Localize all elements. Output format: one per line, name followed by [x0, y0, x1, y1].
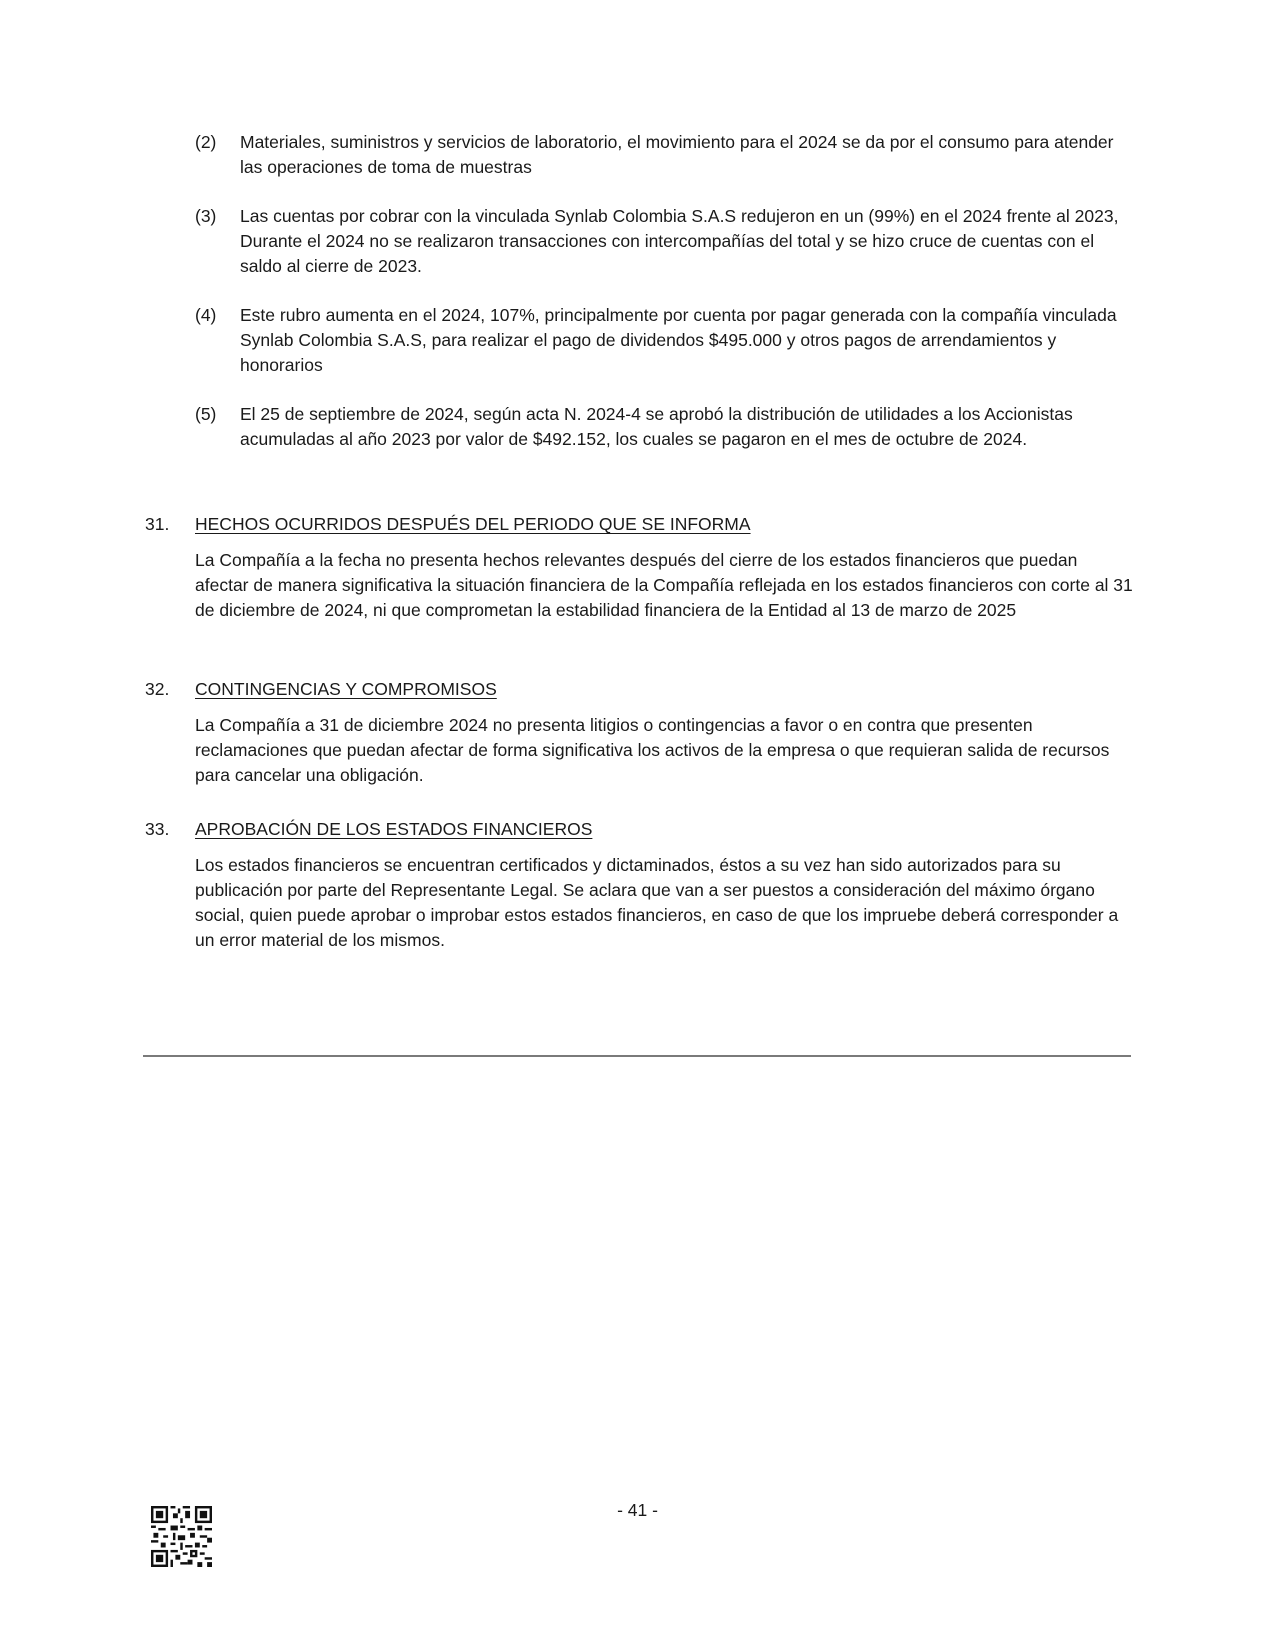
page-number: - 41 - [617, 1500, 658, 1520]
note-item [195, 204, 1135, 279]
section-32 [145, 677, 1135, 788]
section-33 [145, 817, 1135, 953]
note-text: El 25 de septiembre de 2024, según acta N. 2024-4 se aprobó la distribución de utilidades a los Accionistas acumuladas al año 2023 por valor de $492.152, los cuales se pagaron en el mes de octubre de 2024. [240, 404, 1073, 449]
section-number: 32. [145, 679, 170, 699]
note-item [195, 303, 1135, 378]
section-heading [145, 817, 1135, 842]
section-number: 31. [145, 514, 170, 534]
horizontal-rule [143, 1055, 1131, 1057]
section-title: CONTINGENCIAS Y COMPROMISOS [195, 679, 497, 699]
note-item [195, 402, 1135, 452]
note-number: (3) [195, 206, 217, 226]
note-number: (4) [195, 305, 217, 325]
section-31 [145, 512, 1135, 623]
section-body: Los estados financieros se encuentran certificados y dictaminados, éstos a su vez han sido autorizados para su publicación por parte del Representante Legal. Se aclara que van a ser puestos a consideración del máximo órgano social, quien puede aprobar o improbar estos estados financieros, en caso de que los impruebe deberá corresponder a un error material de los mismos. [195, 855, 1119, 950]
note-text: Las cuentas por cobrar con la vinculada Synlab Colombia S.A.S redujeron en un (99%) en el 2024 frente al 2023, Durante el 2024 no se realizaron transacciones con intercompañías del total y se hizo cruce de cuentas con el saldo al cierre de 2023. [240, 206, 1119, 276]
notes-list [195, 130, 1135, 476]
section-heading [145, 512, 1135, 537]
section-title: HECHOS OCURRIDOS DESPUÉS DEL PERIODO QUE SE INFORMA [195, 514, 751, 534]
section-title: APROBACIÓN DE LOS ESTADOS FINANCIEROS [195, 819, 593, 839]
note-number: (5) [195, 404, 217, 424]
note-item [195, 130, 1135, 180]
section-number: 33. [145, 819, 170, 839]
note-number: (2) [195, 132, 217, 152]
section-body: La Compañía a la fecha no presenta hechos relevantes después del cierre de los estados financieros que puedan afectar de manera significativa la situación financiera de la Compañía reflejada en los estados financieros con corte al 31 de diciembre de 2024, ni que comprometan la estabilidad financiera de la Entidad al 13 de marzo de 2025 [195, 550, 1133, 620]
section-heading [145, 677, 1135, 702]
section-body: La Compañía a 31 de diciembre 2024 no presenta litigios o contingencias a favor o en contra que presenten reclamaciones que puedan afectar de forma significativa los activos de la empresa o que requieran salida de recursos para cancelar una obligación. [195, 715, 1110, 785]
note-text: Este rubro aumenta en el 2024, 107%, principalmente por cuenta por pagar generada con la compañía vinculada Synlab Colombia S.A.S, para realizar el pago de dividendos $495.000 y otros pagos de arrendamientos y honorarios [240, 305, 1117, 375]
note-text: Materiales, suministros y servicios de laboratorio, el movimiento para el 2024 se da por el consumo para atender las operaciones de toma de muestras [240, 132, 1114, 177]
